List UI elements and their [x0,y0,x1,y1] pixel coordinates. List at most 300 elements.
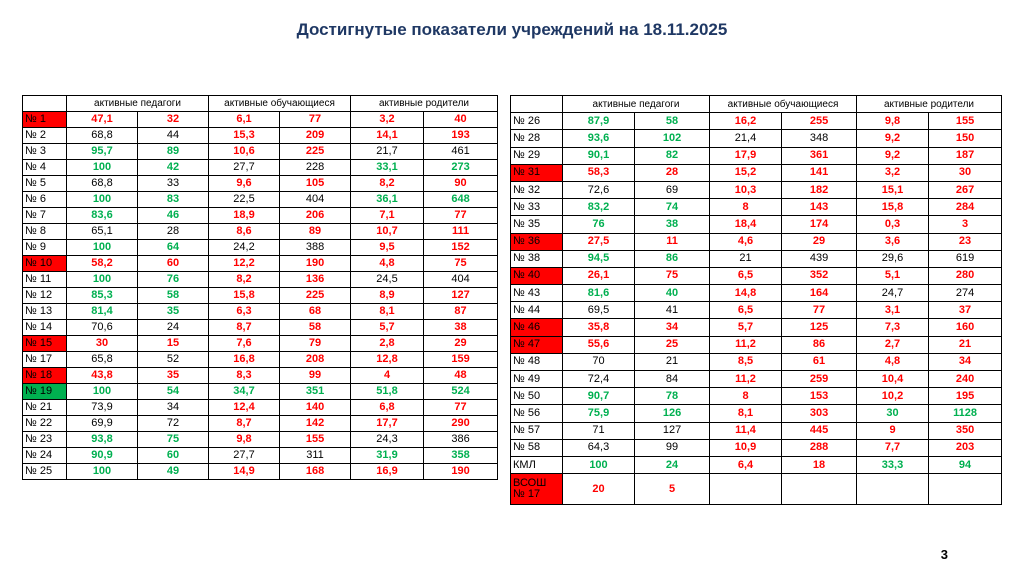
table-row [23,240,498,256]
value-cell: 11,2 [710,371,782,388]
value-cell: 48 [424,368,498,384]
value-cell: 8 [710,199,782,216]
value-cell: 9,6 [209,176,280,192]
left-indicators-table [22,95,498,480]
institution-label: № 9 [23,240,67,256]
value-cell: 259 [782,371,857,388]
value-cell: 5,7 [351,320,424,336]
value-cell: 12,4 [209,400,280,416]
value-cell: 86 [782,336,857,353]
value-cell: 255 [782,113,857,130]
institution-label: № 19 [23,384,67,400]
value-cell: 81,6 [563,285,635,302]
value-cell: 58,3 [563,164,635,181]
value-cell: 52 [138,352,209,368]
value-cell: 7,3 [857,319,929,336]
institution-label: № 22 [23,416,67,432]
value-cell: 9,5 [351,240,424,256]
institution-label: ВСОШ № 17 [511,474,563,505]
value-cell: 12,8 [351,352,424,368]
table-row [23,384,498,400]
value-cell: 72,4 [563,371,635,388]
table-row [23,336,498,352]
value-cell: 21,7 [351,144,424,160]
header-teachers: активные педагоги [563,96,710,113]
value-cell: 23 [929,233,1002,250]
value-cell: 82 [635,147,710,164]
value-cell: 150 [929,130,1002,147]
value-cell: 33,3 [857,456,929,473]
value-cell: 40 [424,112,498,128]
value-cell: 18,4 [710,216,782,233]
institution-label: № 58 [511,439,563,456]
value-cell: 284 [929,199,1002,216]
value-cell: 125 [782,319,857,336]
table-row [511,353,1002,370]
value-cell: 95,7 [67,144,138,160]
institution-label: КМЛ [511,456,563,473]
value-cell: 61 [782,353,857,370]
value-cell: 29 [782,233,857,250]
value-cell: 93,6 [563,130,635,147]
header-teachers: активные педагоги [67,96,209,112]
value-cell: 77 [280,112,351,128]
value-cell: 70,6 [67,320,138,336]
table-row [511,113,1002,130]
value-cell: 75 [424,256,498,272]
value-cell: 267 [929,181,1002,198]
table-row [23,272,498,288]
value-cell: 0,3 [857,216,929,233]
table-row [23,288,498,304]
table-row [23,160,498,176]
value-cell: 58 [635,113,710,130]
institution-label: № 24 [23,448,67,464]
institution-label: № 12 [23,288,67,304]
value-cell: 87,9 [563,113,635,130]
institution-label: № 17 [23,352,67,368]
value-cell: 14,8 [710,285,782,302]
value-cell: 14,1 [351,128,424,144]
value-cell: 68 [280,304,351,320]
value-cell: 195 [929,388,1002,405]
value-cell: 348 [782,130,857,147]
value-cell: 65,1 [67,224,138,240]
value-cell: 182 [782,181,857,198]
value-cell: 74 [635,199,710,216]
table-row [23,176,498,192]
value-cell: 60 [138,256,209,272]
value-cell: 404 [424,272,498,288]
value-cell: 8,3 [209,368,280,384]
value-cell: 34 [138,400,209,416]
institution-label: № 15 [23,336,67,352]
value-cell: 10,3 [710,181,782,198]
value-cell: 8,7 [209,416,280,432]
header-students: активные обучающиеся [209,96,351,112]
value-cell: 49 [138,464,209,480]
value-cell: 11 [635,233,710,250]
institution-label: № 21 [23,400,67,416]
value-cell: 1128 [929,405,1002,422]
institution-label: № 56 [511,405,563,422]
table-row [511,456,1002,473]
value-cell: 174 [782,216,857,233]
value-cell: 24,3 [351,432,424,448]
institution-label: № 29 [511,147,563,164]
value-cell: 9,8 [857,113,929,130]
value-cell: 141 [782,164,857,181]
value-cell: 351 [280,384,351,400]
value-cell: 3,2 [351,112,424,128]
value-cell: 619 [929,250,1002,267]
value-cell: 388 [280,240,351,256]
value-cell: 3 [929,216,1002,233]
value-cell: 352 [782,267,857,284]
value-cell: 89 [280,224,351,240]
value-cell: 34 [635,319,710,336]
value-cell: 71 [563,422,635,439]
value-cell: 72 [138,416,209,432]
value-cell: 6,5 [710,267,782,284]
institution-label: № 11 [23,272,67,288]
table-row [23,304,498,320]
table-row [511,388,1002,405]
value-cell: 274 [929,285,1002,302]
institution-label: № 8 [23,224,67,240]
value-cell: 5 [635,474,710,505]
value-cell: 18 [782,456,857,473]
value-cell: 461 [424,144,498,160]
value-cell: 44 [138,128,209,144]
table-row [23,400,498,416]
value-cell: 17,9 [710,147,782,164]
value-cell: 33 [138,176,209,192]
value-cell: 159 [424,352,498,368]
left-table-body [23,112,498,480]
value-cell: 34,7 [209,384,280,400]
institution-label: № 14 [23,320,67,336]
institution-label: № 28 [511,130,563,147]
value-cell: 2,8 [351,336,424,352]
table-row [23,208,498,224]
institution-label: № 35 [511,216,563,233]
value-cell: 206 [280,208,351,224]
value-cell: 126 [635,405,710,422]
value-cell: 69,5 [563,302,635,319]
value-cell: 228 [280,160,351,176]
value-cell: 10,7 [351,224,424,240]
value-cell: 15,8 [857,199,929,216]
table-row [511,371,1002,388]
value-cell: 76 [138,272,209,288]
value-cell: 78 [635,388,710,405]
value-cell: 8,1 [351,304,424,320]
institution-label: № 57 [511,422,563,439]
table-row [511,439,1002,456]
table-row [23,224,498,240]
table-row [23,352,498,368]
value-cell: 90,9 [67,448,138,464]
value-cell: 153 [782,388,857,405]
value-cell: 35,8 [563,319,635,336]
value-cell: 168 [280,464,351,480]
value-cell: 17,7 [351,416,424,432]
value-cell: 21 [710,250,782,267]
value-cell: 105 [280,176,351,192]
value-cell: 8,1 [710,405,782,422]
value-cell [710,474,782,505]
value-cell: 38 [635,216,710,233]
value-cell: 3,2 [857,164,929,181]
value-cell: 34 [929,353,1002,370]
value-cell: 89 [138,144,209,160]
value-cell: 7,1 [351,208,424,224]
value-cell: 290 [424,416,498,432]
value-cell: 69,9 [67,416,138,432]
value-cell: 54 [138,384,209,400]
institution-label: № 23 [23,432,67,448]
value-cell: 100 [67,272,138,288]
value-cell: 24,7 [857,285,929,302]
institution-label: № 7 [23,208,67,224]
table-row [511,302,1002,319]
value-cell [929,474,1002,505]
value-cell: 24,2 [209,240,280,256]
value-cell: 100 [67,384,138,400]
value-cell: 22,5 [209,192,280,208]
value-cell: 64 [138,240,209,256]
value-cell: 6,3 [209,304,280,320]
value-cell [782,474,857,505]
value-cell: 111 [424,224,498,240]
value-cell: 79 [280,336,351,352]
value-cell: 90 [424,176,498,192]
value-cell: 68,8 [67,176,138,192]
value-cell: 8,7 [209,320,280,336]
value-cell: 155 [280,432,351,448]
right-table-body [511,113,1002,505]
value-cell: 6,1 [209,112,280,128]
value-cell: 51,8 [351,384,424,400]
value-cell: 21 [929,336,1002,353]
table-row [511,422,1002,439]
value-cell: 99 [635,439,710,456]
value-cell: 60 [138,448,209,464]
table-row [511,474,1002,505]
value-cell: 58 [280,320,351,336]
value-cell: 41 [635,302,710,319]
value-cell: 65,8 [67,352,138,368]
value-cell: 208 [280,352,351,368]
table-row [511,267,1002,284]
value-cell: 10,2 [857,388,929,405]
value-cell: 32 [138,112,209,128]
value-cell: 8 [710,388,782,405]
value-cell: 127 [424,288,498,304]
institution-label: № 36 [511,233,563,250]
table-row [23,144,498,160]
value-cell: 87 [424,304,498,320]
institution-label: № 48 [511,353,563,370]
value-cell: 43,8 [67,368,138,384]
value-cell: 203 [929,439,1002,456]
value-cell: 7,7 [857,439,929,456]
value-cell: 90,7 [563,388,635,405]
value-cell: 4,6 [710,233,782,250]
institution-label: № 50 [511,388,563,405]
value-cell: 4 [351,368,424,384]
value-cell: 18,9 [209,208,280,224]
value-cell: 15,8 [209,288,280,304]
institution-label: № 25 [23,464,67,480]
value-cell: 30 [929,164,1002,181]
value-cell: 5,1 [857,267,929,284]
value-cell: 10,9 [710,439,782,456]
value-cell: 73,9 [67,400,138,416]
value-cell: 30 [67,336,138,352]
value-cell: 55,6 [563,336,635,353]
value-cell: 28 [138,224,209,240]
institution-label: № 5 [23,176,67,192]
value-cell: 30 [857,405,929,422]
table-row [23,432,498,448]
value-cell: 29 [424,336,498,352]
value-cell: 100 [67,160,138,176]
institution-label: № 6 [23,192,67,208]
institution-label: № 43 [511,285,563,302]
table-row [511,285,1002,302]
table-header-row [511,96,1002,113]
value-cell: 24 [138,320,209,336]
value-cell: 164 [782,285,857,302]
value-cell: 3,1 [857,302,929,319]
value-cell: 83,6 [67,208,138,224]
table-header-row [23,96,498,112]
value-cell: 20 [563,474,635,505]
value-cell: 90,1 [563,147,635,164]
value-cell: 46 [138,208,209,224]
table-row [23,464,498,480]
value-cell: 4,8 [857,353,929,370]
table-row [23,416,498,432]
value-cell: 11,2 [710,336,782,353]
value-cell: 25 [635,336,710,353]
value-cell: 350 [929,422,1002,439]
page-number: 3 [940,547,948,562]
value-cell: 648 [424,192,498,208]
value-cell: 273 [424,160,498,176]
value-cell: 83,2 [563,199,635,216]
value-cell: 16,8 [209,352,280,368]
value-cell: 9,2 [857,130,929,147]
value-cell: 47,1 [67,112,138,128]
institution-label: № 26 [511,113,563,130]
value-cell: 72,6 [563,181,635,198]
value-cell: 6,4 [710,456,782,473]
header-parents: активные родители [351,96,498,112]
value-cell: 361 [782,147,857,164]
value-cell: 225 [280,144,351,160]
table-row [511,233,1002,250]
institution-label: № 3 [23,144,67,160]
table-row [511,164,1002,181]
value-cell: 76 [563,216,635,233]
table-row [511,216,1002,233]
institution-label: № 47 [511,336,563,353]
table-row [511,336,1002,353]
value-cell: 15,1 [857,181,929,198]
value-cell: 10,4 [857,371,929,388]
value-cell: 99 [280,368,351,384]
value-cell: 21,4 [710,130,782,147]
value-cell: 152 [424,240,498,256]
value-cell: 15 [138,336,209,352]
value-cell: 100 [563,456,635,473]
table-row [23,448,498,464]
table-row [511,199,1002,216]
value-cell: 15,3 [209,128,280,144]
value-cell: 386 [424,432,498,448]
value-cell: 11,4 [710,422,782,439]
value-cell: 190 [424,464,498,480]
value-cell: 225 [280,288,351,304]
table-row [23,112,498,128]
value-cell: 58,2 [67,256,138,272]
institution-label: № 31 [511,164,563,181]
value-cell: 100 [67,192,138,208]
table-row [23,256,498,272]
value-cell: 84 [635,371,710,388]
value-cell: 12,2 [209,256,280,272]
value-cell: 2,7 [857,336,929,353]
value-cell: 303 [782,405,857,422]
institution-label: № 46 [511,319,563,336]
value-cell: 280 [929,267,1002,284]
value-cell: 8,2 [209,272,280,288]
value-cell: 9,2 [857,147,929,164]
value-cell: 136 [280,272,351,288]
value-cell [857,474,929,505]
value-cell: 28 [635,164,710,181]
value-cell: 127 [635,422,710,439]
value-cell: 36,1 [351,192,424,208]
page-title: Достигнутые показатели учреждений на 18.11.2025 [296,20,728,39]
institution-label: № 13 [23,304,67,320]
value-cell: 29,6 [857,250,929,267]
institution-label: № 1 [23,112,67,128]
value-cell: 439 [782,250,857,267]
value-cell: 77 [424,400,498,416]
value-cell: 140 [280,400,351,416]
table-row [511,130,1002,147]
value-cell: 288 [782,439,857,456]
table-row [511,147,1002,164]
value-cell: 358 [424,448,498,464]
value-cell: 404 [280,192,351,208]
value-cell: 445 [782,422,857,439]
value-cell: 58 [138,288,209,304]
value-cell: 70 [563,353,635,370]
value-cell: 193 [424,128,498,144]
institution-label: № 10 [23,256,67,272]
value-cell: 31,9 [351,448,424,464]
value-cell: 42 [138,160,209,176]
value-cell: 160 [929,319,1002,336]
value-cell: 37 [929,302,1002,319]
value-cell: 93,8 [67,432,138,448]
institution-label: № 32 [511,181,563,198]
